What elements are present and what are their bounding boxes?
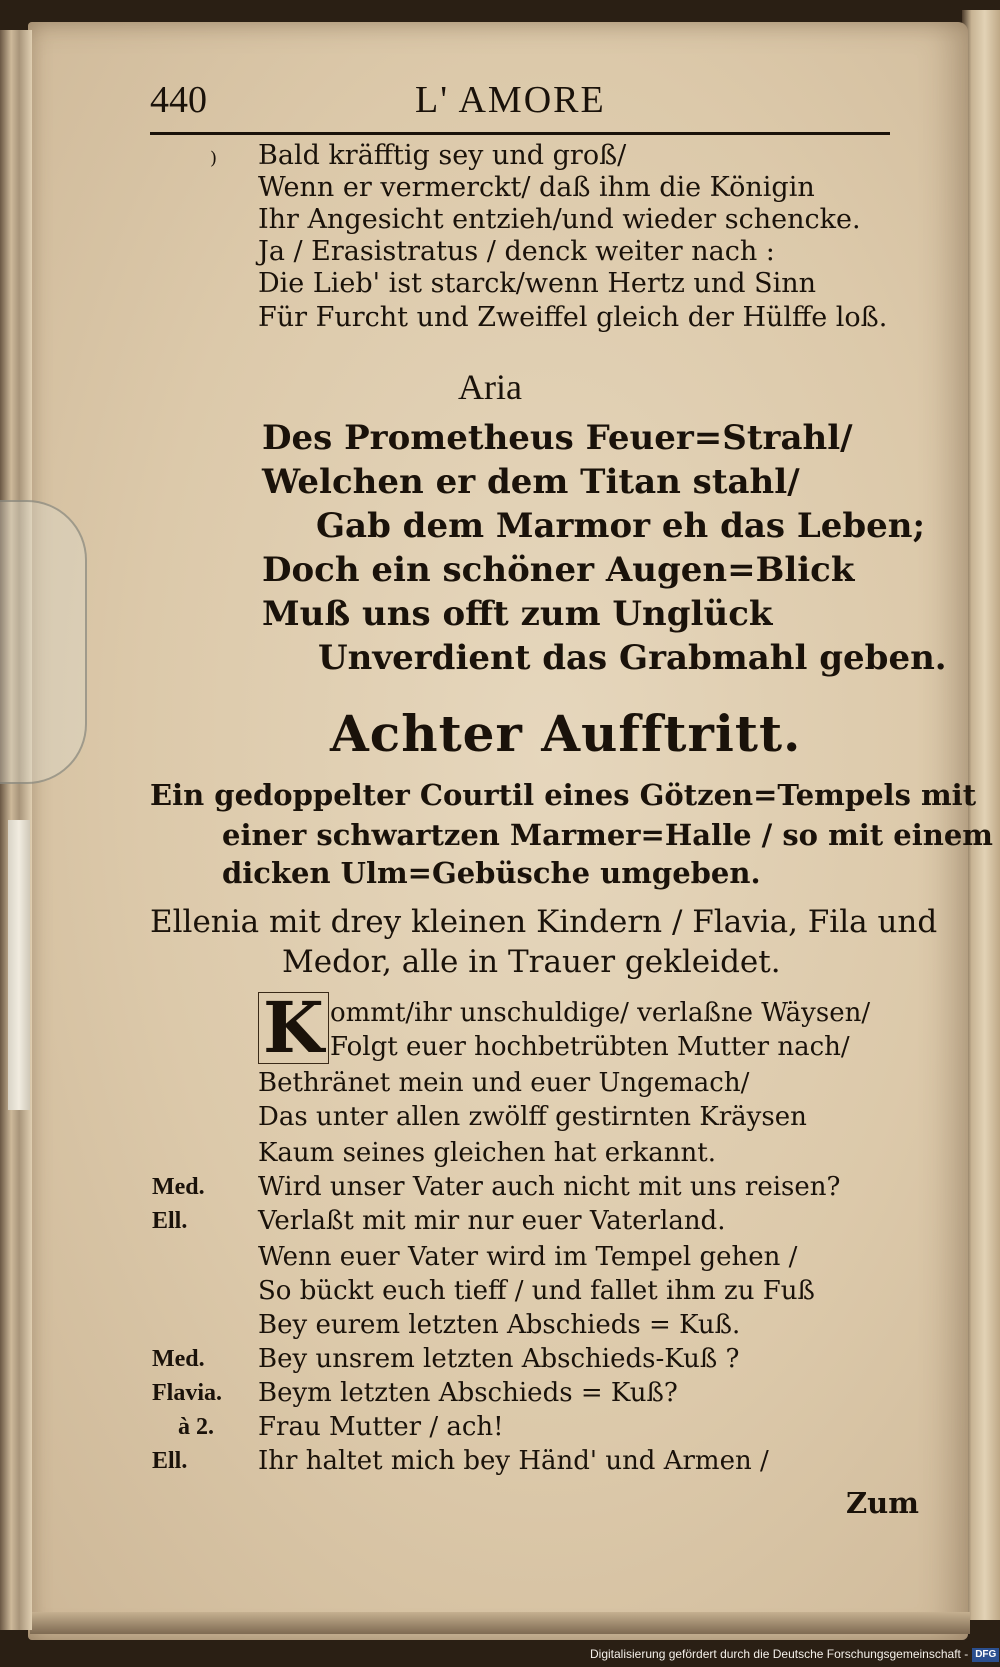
speech-line: Wird unser Vater auch nicht mit uns reisen? (258, 1172, 841, 1202)
running-title: L' AMORE (415, 79, 606, 121)
drop-capital: K (258, 992, 329, 1064)
verse-line: Die Lieb' ist starck/wenn Hertz und Sinn (258, 268, 816, 299)
speech-line: Bey eurem letzten Abschieds = Kuß. (258, 1310, 741, 1340)
speech-line: Das unter allen zwölff gestirnten Kräysen (258, 1102, 807, 1132)
speech-line: Bethränet mein und euer Ungemach/ (258, 1068, 750, 1098)
aria-line: Welchen er dem Titan stahl/ (262, 462, 800, 502)
catchword: Zum (846, 1486, 919, 1520)
cast-line: Ellenia mit drey kleinen Kindern / Flavia, Fila und (150, 904, 938, 940)
aria-line: Muß uns offt zum Unglück (262, 594, 773, 634)
speech-line: Ihr haltet mich bey Händ' und Armen / (258, 1446, 769, 1476)
credit-text: Digitalisierung gefördert durch die Deutsche Forschungsgemeinschaft - (590, 1647, 969, 1661)
scene-title: Achter Aufftritt. (330, 704, 802, 763)
header-rule (150, 132, 890, 135)
speech-line: Verlaßt mit mir nur euer Vaterland. (258, 1206, 726, 1236)
speaker-label: à 2. (178, 1414, 214, 1440)
aria-line: Unverdient das Grabmahl geben. (318, 638, 947, 678)
verse-line: Wenn er vermerckt/ daß ihm die Königin (258, 172, 815, 203)
cast-line: Medor, alle in Trauer gekleidet. (282, 944, 781, 980)
digitization-credit (590, 1642, 1000, 1667)
speaker-label: Ell. (152, 1208, 188, 1234)
aria-line: Doch ein schöner Augen=Blick (262, 550, 855, 590)
speaker-label: Flavia. (152, 1380, 222, 1406)
speech-line: Beym letzten Abschieds = Kuß? (258, 1378, 678, 1408)
speech-line: Kaum seines gleichen hat erkannt. (258, 1138, 716, 1168)
verse-line: Ihr Angesicht entzieh/und wieder schencke. (258, 204, 861, 235)
verse-line: Bald kräfftig sey und groß/ (258, 140, 627, 171)
stage-direction-line: Ein gedoppelter Courtil eines Götzen=Tempels mit (150, 778, 977, 812)
aria-line: Des Prometheus Feuer=Strahl/ (262, 418, 853, 458)
speech-line: Folgt euer hochbetrübten Mutter nach/ (330, 1032, 850, 1062)
speaker-label: Med. (152, 1174, 205, 1200)
verse-line: Für Furcht und Zweiffel gleich der Hülffe loß. (258, 302, 888, 333)
verse-line: Ja / Erasistratus / denck weiter nach : (258, 236, 775, 267)
speech-line: ommt/ihr unschuldige/ verlaßne Wäysen/ (330, 998, 871, 1028)
stage-direction-line: dicken Ulm=Gebüsche umgeben. (222, 856, 761, 890)
page-header (150, 78, 890, 128)
aria-title: Aria (458, 367, 522, 407)
speaker-label: Med. (152, 1346, 205, 1372)
speech-line: Wenn euer Vater wird im Tempel gehen / (258, 1242, 798, 1272)
speech-line: Bey unsrem letzten Abschieds-Kuß ? (258, 1344, 740, 1374)
speech-line: So bückt euch tieff / und fallet ihm zu Fuß (258, 1276, 815, 1306)
dfg-logo: DFG (972, 1648, 999, 1662)
aria-line: Gab dem Marmor eh das Leben; (316, 506, 926, 546)
margin-mark: ) (210, 148, 218, 169)
speech-line: Frau Mutter / ach! (258, 1412, 504, 1442)
stage-direction-line: einer schwartzen Marmer=Halle / so mit einem (222, 818, 993, 852)
speaker-label: Ell. (152, 1448, 188, 1474)
page-number: 440 (150, 79, 207, 121)
